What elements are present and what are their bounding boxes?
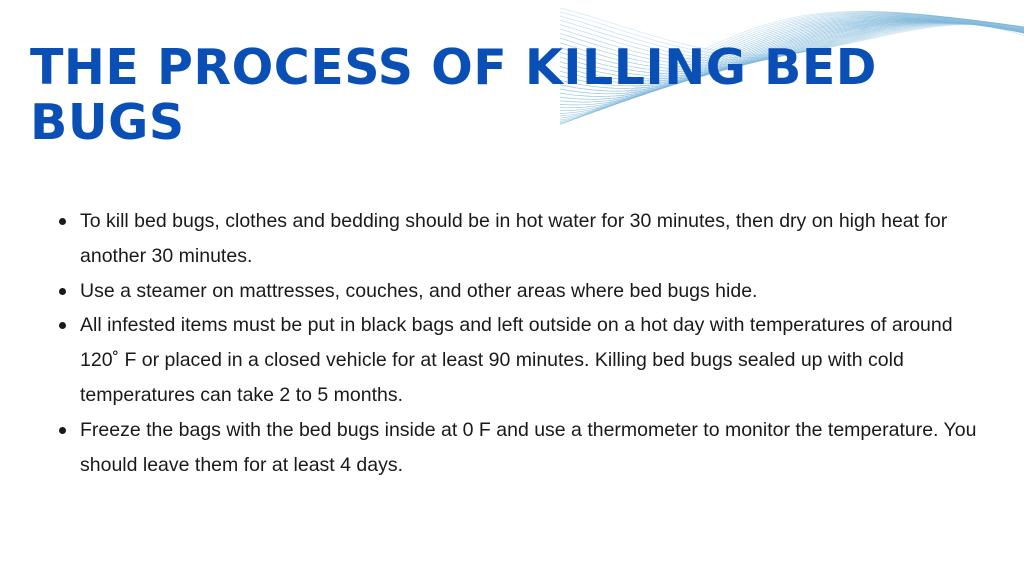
bullet-list xyxy=(52,204,992,482)
bullet-dot-icon xyxy=(59,218,66,225)
bullet-item-4 xyxy=(52,413,992,483)
bullet-text-4: Freeze the bags with the bed bugs inside at 0 F and use a thermometer to monitor the temperature. You should leave them for at least 4 days. xyxy=(80,418,977,476)
bullet-item-1 xyxy=(52,204,992,274)
bullet-dot-icon xyxy=(59,288,66,295)
bullet-dot-icon xyxy=(59,427,66,434)
bullet-dot-icon xyxy=(59,322,66,329)
bullet-text-2: Use a steamer on mattresses, couches, and other areas where bed bugs hide. xyxy=(80,279,758,302)
slide-title: THE PROCESS OF KILLING BED BUGS xyxy=(30,39,877,151)
bullet-item-3 xyxy=(52,308,992,412)
bullet-text-1: To kill bed bugs, clothes and bedding should be in hot water for 30 minutes, then dry on high heat for another 30 minutes. xyxy=(80,210,948,267)
bullet-text-3: All infested items must be put in black bags and left outside on a hot day with temperatures of around 120˚ F or placed in a closed vehicle for at least 90 minutes. Killing bed bugs sealed up with cold temperatures can take 2 to 5 months. xyxy=(80,314,953,406)
bullet-item-2 xyxy=(52,274,992,309)
